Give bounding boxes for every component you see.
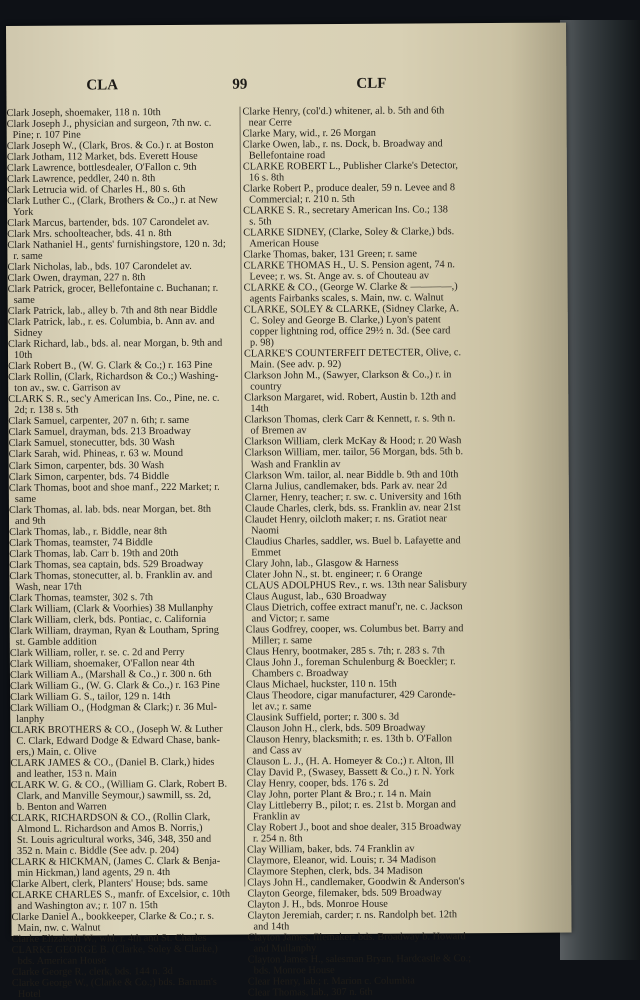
entry-line: Clay Littleberry B., pilot; r. es. 21st b. Morgan and [246, 799, 456, 812]
entry-line: Clausink Suffield, porter; r. 300 s. 3d [246, 711, 400, 724]
entry-line: CLARKE S. R., secretary American Ins. Co.; 138 [243, 204, 448, 217]
entry-continuation-line: r. 254 n. 8th [252, 833, 303, 845]
entry-line: Clark Lawrence, bottlesdealer, O'Fallon c. 9th [6, 161, 197, 175]
directory-entry [11, 812, 243, 857]
entry-line: Clark William, shoemaker, O'Fallon near 4th [9, 657, 195, 670]
entry-continuation-line: and Cass av [252, 745, 302, 757]
entry-line: Clater John N., st. bt. engineer; r. 6 Orange [245, 568, 423, 581]
entry-line: Clark Simon, carpenter, bds. 74 Biddle [8, 470, 170, 483]
entry-line: Clauson Henry, blacksmith; r. es. 13th b. O'Fallon [246, 733, 453, 746]
entry-continuation-line: Sidney [13, 328, 43, 340]
entry-line: Clark Joseph W., (Clark, Bros. & Co.) r. at Boston [6, 139, 214, 153]
entry-continuation-line: copper lightning rod, office 29½ n. 3d. (See card [249, 325, 451, 338]
entry-line: Clarke Mary, wid., r. 26 Morgan [242, 127, 376, 140]
page-header [6, 75, 566, 100]
entry-line: Clark Lawrence, peddler, 240 n. 8th [6, 173, 156, 186]
entry-line: CLARKE & CO., (George W. Clarke & ————,) [243, 281, 458, 294]
directory-entry [245, 512, 563, 536]
entry-line: Clarkson William, mer. tailor, 56 Morgan, bds. 5th b. [244, 446, 464, 460]
entry-line: Clarke Elizabeth W., wid. r. 4th and St. Charles [11, 932, 207, 946]
directory-entry [243, 182, 561, 206]
directory-entry [8, 338, 240, 361]
entry-line: Clark Jotham, 112 Market, bds. Everett House [6, 150, 198, 164]
entry-line: Clark Thomas, lab. Carr b. 19th and 20th [9, 547, 179, 560]
entry-line: Clark William, (Clark & Voorhies) 38 Mullanphy [9, 602, 214, 615]
entry-line: Claus Dietrich, coffee extract manuf'r, ne. c. Jackson [245, 600, 463, 614]
entry-line: Clays John H., candlemaker, Goodwin & Anderson's [247, 876, 465, 889]
directory-entry [11, 911, 243, 934]
entry-line: Claus Henry, bootmaker, 285 s. 7th; r. 283 s. 7th [245, 645, 445, 658]
directory-entry [243, 138, 561, 162]
directory-entry [242, 105, 560, 129]
entry-continuation-line: of Bremen av [250, 425, 307, 437]
directory-entry [10, 602, 242, 614]
entry-line: CLARKE, SOLEY & CLARKE, (Sidney Clarke, A. [243, 303, 460, 316]
entry-continuation-line: same [14, 493, 37, 505]
directory-entry [248, 953, 566, 977]
entry-line: CLARKE'S COUNTERFEIT DETECTER, Olive, c. [243, 347, 462, 360]
entry-line: Clark Sarah, wid. Phineas, r. 63 w. Mound [8, 448, 184, 461]
directory-entry [10, 756, 242, 779]
entry-line: Clark Nicholas, lab., bds. 107 Carondelet av. [7, 261, 192, 274]
entry-continuation-line: York [13, 206, 34, 219]
entry-continuation-line: 10th [13, 350, 33, 362]
entry-line: Clark William A., (Marshall & Co.,) r. 300 n. 6th [9, 668, 212, 681]
entry-line: Clarkson William, clerk McKay & Hood; r. 20 Wash [244, 435, 462, 449]
entry-continuation-line: Wash and Franklin av [250, 458, 341, 471]
entry-continuation-line: Pine; r. 107 Pine [12, 129, 81, 141]
directory-entry [11, 779, 243, 813]
entry-line: Clarkson John M., (Sawyer, Clarkson & Co.,) r. in [244, 369, 452, 382]
entry-continuation-line: country [250, 381, 282, 393]
entry-line: Clark Patrick, grocer, Bellefontaine c. Buchanan; r. [7, 282, 219, 296]
entry-line: CLARK W. G. & CO., (William G. Clark, Robert B. [10, 778, 228, 791]
directory-entry [7, 217, 239, 229]
page-number: 99 [232, 76, 248, 93]
entry-continuation-line: s. 5th [249, 216, 272, 228]
entry-line: Clarke Daniel A., bookkeeper, Clarke & Co.; r. s. [11, 910, 215, 924]
entry-continuation-line: Emmet [251, 546, 282, 559]
entry-continuation-line: 16 s. 8th [248, 172, 285, 184]
entry-line: CLARK S. R., sec'y American Ins. Co., Pine, ne. c. [8, 393, 220, 406]
entry-line: Claymore Stephen, clerk, bds. 34 Madison [247, 865, 423, 878]
entry-line: Clark Marcus, bartender, bds. 107 Carondelet av. [7, 216, 210, 230]
entry-line: Claus Godfrey, cooper, ws. Columbus bet. Barry and [245, 622, 464, 636]
entry-continuation-line: Franklin av [252, 811, 301, 823]
directory-entry [243, 259, 561, 283]
directory-entry [243, 226, 561, 250]
entry-line: Clayton Jeremiah, carder; r. ns. Randolph bet. 12th [247, 909, 458, 922]
entry-line: Clay William, baker, bds. 74 Franklin av [247, 843, 415, 856]
entry-line: Clarkson Wm. tailor, al. near Biddle b. 9th and 10th [244, 468, 459, 482]
entry-line: Clarke Thomas, baker, 131 Green; r. same [243, 248, 417, 261]
entry-line: Clark Simon, carpenter, bds. 30 Wash [8, 459, 165, 472]
entry-line: Clark Thomas, teamster, 302 s. 7th [9, 591, 154, 604]
entry-line: Clark Nathaniel H., gents' furnishingstore, 120 n. 3d; [7, 238, 226, 252]
entry-line: CLARKE ROBERT L., Publisher Clarke's Detector, [242, 160, 459, 173]
directory-entry [248, 986, 566, 999]
entry-continuation-line: r. same [13, 250, 43, 263]
entry-line: Clay John, porter Plant & Bro.; r. 14 n. Main [246, 788, 432, 801]
entry-line: Clark Patrick, lab., r. es. Columbia, b. Ann av. and [7, 316, 215, 329]
entry-line: Clark Joseph, shoemaker, 118 n. 10th [6, 107, 161, 119]
entry-continuation-line: ton av., sw. c. Garrison av [14, 382, 121, 395]
entry-line: Claudius Charles, saddler, ws. Buel b. Lafayette and [245, 534, 461, 548]
entry-line: Clark Thomas, sea captain, bds. 529 Broadway [9, 558, 204, 571]
entry-continuation-line: st. Gamble addition [15, 636, 97, 648]
left-column [7, 107, 244, 1000]
entry-continuation-line: agents Fairbanks scales, s. Main, nw. c. Walnut [249, 292, 444, 305]
directory-entry [9, 569, 241, 592]
entry-line: Claus John J., foreman Schulenburg & Boeckler; r. [245, 656, 456, 669]
right-column [242, 105, 565, 999]
entry-line: Claymore, Eleanor, wid. Louis; r. 34 Madison [247, 854, 437, 867]
entry-line: Clark Mrs. schoolteacher, bds. 41 n. 8th [7, 228, 172, 241]
entry-line: Clark Owen, drayman, 227 n. 8th [7, 272, 146, 285]
directory-entry [7, 195, 239, 218]
entry-line: Clarkson Thomas, clerk Carr & Kennett, r. s. 9th n. [244, 413, 456, 426]
entry-continuation-line: and Victor; r. same [251, 612, 330, 625]
entry-line: Clark Joseph J., physician and surgeon, 7th nw. c. [6, 117, 212, 131]
entry-line: Clark Samuel, drayman, bds. 213 Broadway [8, 426, 191, 439]
entry-line: Clark Thomas, teamster, 74 Biddle [9, 536, 153, 549]
entry-line: CLARKE CHARLES S., manfr. of Excelsior, c. 10th [11, 888, 231, 902]
entry-line: Clayton George, filemaker, bds. 509 Broadway [247, 887, 442, 900]
entry-line: Clark Robert B., (W. G. Clark & Co.;) r. 163 Pine [8, 360, 213, 373]
entry-line: Clarke Albert, clerk, Planters' House; bds. same [11, 877, 208, 891]
directory-entry [12, 977, 244, 1000]
entry-line: Clark William G. S., tailor, 129 n. 14th [10, 690, 171, 703]
entry-line: Claudet Henry, oilcloth maker; r. ns. Gratiot near [244, 512, 447, 526]
entry-line: Clay Robert J., boot and shoe dealer, 315 Broadway [246, 821, 462, 834]
directory-entry [7, 118, 239, 141]
entry-continuation-line: 14th [250, 403, 269, 415]
entry-line: Claus Theodore, cigar manufacturer, 429 Caronde- [246, 689, 456, 702]
directory-entry [9, 503, 241, 526]
entry-line: Clayton James H., salesman Bryan, Hardcastle & Co.; [247, 953, 472, 966]
entry-line: Clarke George W., (Clarke & Co.;) bds. Barnum's [11, 976, 217, 990]
entry-continuation-line: and 14th [253, 921, 290, 933]
entry-continuation-line: Chambers c. Broadway [251, 667, 349, 680]
entry-line: Claude Charles, clerk, bds. ss. Franklin av. near 21st [244, 501, 461, 515]
entry-continuation-line: Main. (See adv. p. 92) [250, 359, 342, 371]
entry-continuation-line: same [13, 295, 35, 307]
entry-line: Clark William O., (Hodgman & Clark;) r. 36 Mul- [10, 701, 217, 714]
directory-entry [244, 347, 562, 371]
entry-continuation-line: Almond L. Richardson and Amos B. Norris,) [16, 822, 203, 835]
entry-continuation-line: bds. American House [17, 955, 107, 968]
entry-line: Claus August, lab., 630 Broadway [245, 590, 387, 603]
entry-line: Clark Letrucia wid. of Charles H., 80 s. 6th [6, 184, 186, 197]
directory-entry [247, 799, 565, 823]
entry-continuation-line: St. Louis agricultural works, 346, 348, 350 and [16, 833, 212, 846]
directory-entry [10, 701, 242, 724]
entry-continuation-line: min Hickman,) land agents, 29 n. 4th [17, 867, 171, 880]
entry-continuation-line: Naomi [251, 524, 280, 537]
entry-line: Clark Samuel, stonecutter, bds. 30 Wash [8, 437, 175, 450]
entry-line: Clark Thomas, stonecutter, al. b. Franklin av. and [9, 569, 213, 582]
entry-line: Clark Luther C., (Clark, Brothers & Co.,) r. at New [7, 194, 218, 208]
entry-continuation-line: Levee; r. ws. St. Ange av. s. of Chouteau av [249, 270, 430, 283]
entry-line: Clark William, roller, r. se. c. 2d and Perry [9, 646, 185, 659]
directory-entry [8, 393, 240, 416]
entry-line: CLARK, RICHARDSON & CO., (Rollin Clark, [10, 811, 211, 824]
entry-line: Clarkson Margaret, wid. Robert, Austin b. 12th and [244, 391, 457, 404]
entry-continuation-line: Clark, and Manville Seymour,) sawmill, ss. 2d, [16, 789, 212, 802]
entry-continuation-line: American House [249, 238, 319, 250]
entry-line: Clarke Owen, lab., r. ns. Dock, b. Broadway and [242, 138, 443, 151]
entry-line: CLARK & HICKMAN, (James C. Clark & Benja- [11, 855, 221, 869]
entry-line: Clark William G., (W. G. Clark & Co.,) r. 163 Pine [9, 679, 220, 692]
left-running-head: CLA [86, 77, 119, 94]
entry-line: Clark Thomas, boot and shoe manf., 222 Market; r. [8, 481, 220, 494]
entry-continuation-line: C. Soley and George B. Clarke,) Lyon's patent [249, 314, 441, 327]
directory-entry [247, 909, 565, 933]
entry-continuation-line: Wash, near 17th [15, 581, 82, 593]
entry-line: Clear Henry, lab.; r. Marion c. Columbia [247, 975, 415, 988]
entry-continuation-line: lanphy [16, 713, 45, 725]
entry-continuation-line: C. Clark, Edward Dodge & Edward Chase, bank- [16, 734, 221, 747]
entry-line: Clay Henry, cooper, bds. 176 s. 2d [246, 777, 389, 790]
directory-entry [248, 931, 566, 955]
entry-line: Clarke Robert P., produce dealer, 59 n. Levee and 8 [242, 182, 456, 195]
directory-entry [244, 281, 562, 305]
directory-entry [9, 481, 241, 504]
entry-continuation-line: Miller; r. same [251, 634, 313, 647]
directory-entry [246, 600, 564, 624]
book-spine-edge [560, 20, 640, 960]
directory-entry [8, 371, 240, 394]
directory-entry [246, 732, 564, 756]
entry-continuation-line: and leather, 153 n. Main [16, 768, 117, 780]
entry-line: CLAUS ADOLPHUS Rev., r. ws. 13th near Salisbury [245, 578, 468, 592]
directory-entry [246, 622, 564, 646]
entry-line: Clayton J. H., bds. Monroe House [247, 898, 388, 911]
entry-line: Clayton James, filemaker; bds. Broadway b. Howard [247, 931, 466, 944]
right-running-head: CLF [356, 75, 387, 92]
entry-line: Clay David P., (Swasey, Bassett & Co.,) r. N. York [246, 766, 455, 779]
directory-entry [243, 160, 561, 184]
entry-continuation-line: Main, nw. c. Walnut [17, 922, 101, 935]
directory-entry [10, 723, 242, 757]
directory-entry [11, 856, 243, 879]
entry-line: Clarna Julius, candlemaker, bds. Park av. near 2d [244, 479, 448, 493]
entry-line: Clear Thomas, lab., 307 n. 6th [247, 987, 373, 999]
entry-continuation-line: and Mullanphy [253, 943, 317, 955]
entry-continuation-line: and 9th [14, 515, 46, 527]
entry-continuation-line: Bellefontaine road [248, 150, 326, 162]
directory-entry [10, 679, 242, 691]
entry-line: CLARKE THOMAS H., U. S. Pension agent, 74 n. [243, 259, 455, 272]
directory-entry [243, 204, 561, 228]
entry-line: Clark Richard, lab., bds. al. near Morgan, b. 9th and [7, 338, 223, 351]
directory-entry [8, 283, 240, 306]
entry-line: Clark William, drayman, Ryan & Loutham, Spring [9, 624, 219, 637]
entry-line: Clary John, lab., Glasgow & Harness [245, 557, 399, 570]
entry-continuation-line: Commercial; r. 210 n. 5th [249, 193, 355, 206]
entry-line: Clark Thomas, lab., r. Biddle, near 8th [9, 525, 168, 538]
entry-continuation-line: let av.; r. same [252, 700, 312, 713]
directory-entry [246, 655, 564, 679]
directory-entry [245, 446, 563, 470]
directory-entry [8, 316, 240, 339]
entry-continuation-line: p. 98) [249, 337, 275, 349]
entry-continuation-line: ers,) Main, c. Olive [16, 746, 97, 758]
entry-line: Clauson L. J., (H. A. Homeyer & Co.;) r. Alton, Ill [246, 755, 455, 768]
entry-line: CLARK BROTHERS & CO., (Joseph W. & Luther [10, 723, 223, 736]
entry-continuation-line: Hotel [17, 989, 41, 1000]
entry-line: CLARKE SIDNEY, (Clarke, Soley & Clarke,) bds. [243, 226, 455, 239]
entry-line: Clark Samuel, carpenter, 207 n. 6th; r. same [8, 415, 190, 428]
entry-line: Claus Michael, huckster, 110 n. 15th [245, 678, 397, 691]
directory-page [6, 23, 572, 1000]
directory-entry [244, 391, 562, 415]
entry-continuation-line: 352 n. Main c. Biddle (See adv. p. 204) [17, 845, 179, 857]
directory-entry [246, 688, 564, 712]
entry-line: Clarner, Henry, teacher; r. sw. c. University and 16th [244, 490, 462, 504]
entry-line: Clark Rollin, (Clark, Richardson & Co.;) Washing- [8, 371, 219, 384]
entry-continuation-line: bds. Monroe House [253, 965, 335, 977]
entry-line: Clarke Henry, (col'd.) whitener, al. b. 5th and 6th [242, 105, 445, 118]
entry-line: CLARKE GEORGE B. (Clarke, Soley & Clarke,) [11, 943, 218, 957]
entry-continuation-line: and Washington av.; r. 107 n. 15th [17, 900, 158, 913]
entry-continuation-line: near Cerre [248, 117, 292, 129]
directory-entry [10, 624, 242, 647]
directory-entry [245, 534, 563, 558]
directory-entry [12, 944, 244, 967]
directory-entry [7, 239, 239, 262]
entry-continuation-line: b. Benton and Warren [16, 801, 107, 813]
directory-entry [244, 413, 562, 437]
directory-entry [244, 369, 562, 393]
directory-entry [247, 821, 565, 845]
directory-entry [7, 140, 239, 152]
directory-entry [11, 889, 243, 912]
entry-continuation-line: 2d; r. 138 s. 5th [14, 404, 79, 417]
entry-line: CLARK JAMES & CO., (Daniel B. Clark,) hides [10, 756, 215, 769]
entry-line: Clark Thomas, al. lab. bds. near Morgan, bet. 8th [8, 503, 212, 516]
entry-line: Clauson John H., clerk, bds. 509 Broadway [246, 722, 426, 735]
entry-line: Clarke George R., clerk, bds. 144 n. 3d [11, 966, 173, 979]
directory-entry [244, 303, 562, 349]
entry-line: Clark William, clerk, bds. Pontiac, c. California [9, 613, 207, 626]
entry-line: Clark Patrick, lab., alley b. 7th and 8th near Biddle [7, 304, 218, 318]
